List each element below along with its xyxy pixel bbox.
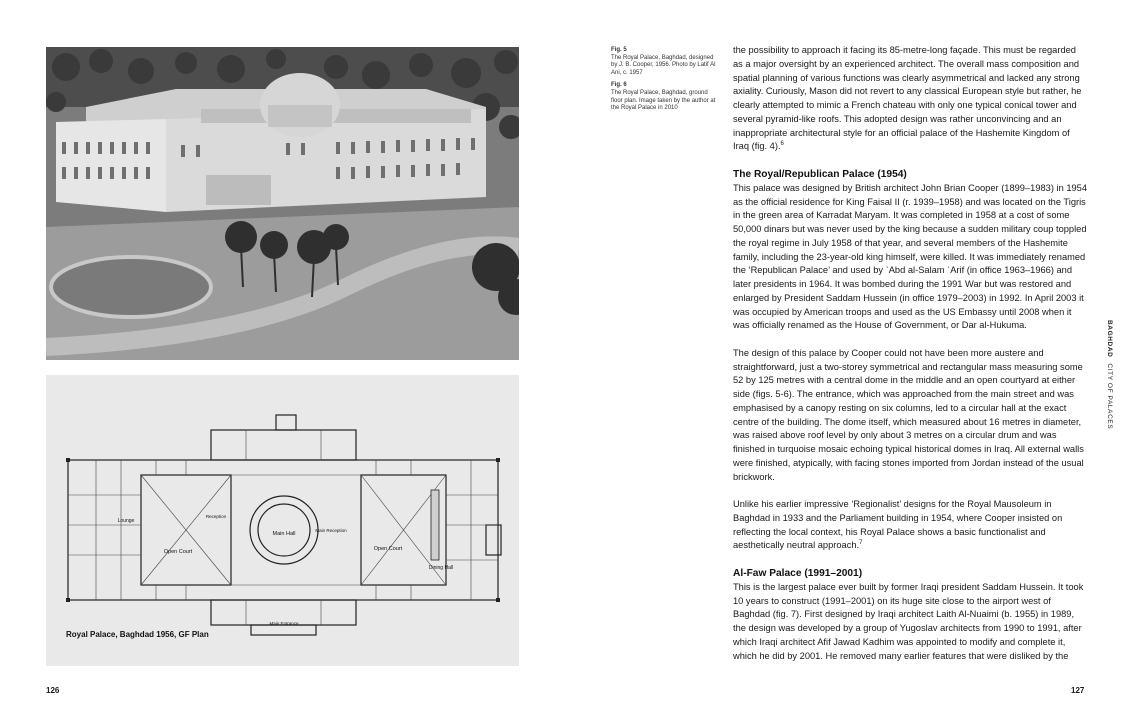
palace-photograph [46, 47, 519, 360]
paragraph-al-faw-palace: This is the largest palace ever built by former Iraqi president Saddam Hussein. It took 10 years to construct (1991–2001) on its huge site close to the airport west of Baghdad (fig. 7). First designed by Iraqi architect Laith Al-Nuaimi (b. 1955) in 1989, the design was developed by a group of Yugoslav architects from 1990 to 1991, after which Iraqi architect Afif Jawad Kadhim was appointed to modify and complete it, which he did by 2001. He removed many earlier features that were disliked by the [733, 581, 1084, 661]
section-heading-royal-palace: The Royal/Republican Palace (1954) [733, 168, 907, 180]
caption-fig-6-text: The Royal Palace, Baghdad, ground floor plan. Image taken by the author at the Royal Palace in 2010 [611, 89, 716, 112]
plan-label-reception: Reception [205, 514, 227, 519]
page-number-left: 126 [46, 686, 60, 695]
body-text-column [733, 44, 1088, 663]
running-head-city: BAGHDAD [1106, 320, 1113, 358]
page-number-right: 127 [1071, 686, 1085, 695]
footnote-ref-6: 6 [780, 141, 784, 148]
caption-fig-5 [611, 47, 719, 77]
paragraph-royal-palace-approach [733, 498, 1088, 553]
footnote-ref-7: 7 [859, 540, 863, 547]
plan-label-main-hall: Main Hall [272, 531, 296, 537]
plan-label-open-court-right: Open Court [373, 546, 403, 552]
figure-captions [611, 47, 719, 118]
caption-fig-5-text: The Royal Palace, Baghdad, designed by J. B. Cooper, 1956. Photo by Latif Al Ani, c. 1957 [611, 54, 716, 76]
palace-photo-drawing [46, 47, 519, 360]
running-head-title: CITY OF PALACES [1106, 363, 1113, 430]
plan-label-lounge: Lounge [117, 518, 135, 524]
caption-fig-6-label: Fig. 6 [611, 82, 627, 89]
floor-plan-drawing [46, 375, 519, 666]
running-head [1106, 320, 1113, 429]
section-heading-al-faw-palace: Al-Faw Palace (1991–2001) [733, 567, 863, 579]
intro-paragraph [733, 44, 1088, 154]
plan-label-main-reception: Main Reception [315, 528, 347, 533]
paragraph-royal-palace-design: The design of this palace by Cooper could not have been more austere and straightforward, just a two-storey symmetrical and rectangular mass measuring some 52 by 125 metres with a central dome in the middle and an open courtyard at either side (figs. 5-6). The entrance, which was approached from the main street and was emphasised by a canopy resting on six columns, led to a circular hall at the exact centre of the building. The dome itself, which measured about 16 metres in diameter, was raised above roof level by only about 3 metres on a circular drum and was finished in turquoise mosaic echoing typical historical domes in Iraq. All external walls were finished, atypically, with facing stones imported from Jordan instead of the usual brickwork. [733, 347, 1084, 482]
paragraph-royal-palace-approach-text: Unlike his earlier impressive ‘Regionalist’ designs for the Royal Mausoleum in Baghdad in 1933 and the Parliament building in 1954, where Cooper insisted on reflecting the local context, his Royal Palace shows a basic functionalist and aesthetically neutral approach. [733, 499, 1063, 551]
caption-fig-6 [611, 82, 719, 112]
floor-plan-figure [46, 375, 519, 666]
plan-caption: Royal Palace, Baghdad 1956, GF Plan [66, 630, 209, 639]
plan-label-open-court-left: Open Court [163, 549, 193, 555]
caption-fig-5-label: Fig. 5 [611, 47, 627, 53]
plan-label-main-entrance: Main Entrance [269, 621, 299, 626]
intro-paragraph-text: the possibility to approach it facing its 85-metre-long façade. This must be regarded as a major oversight by an experienced architect. The overall mass composition and spatial planning of various functions was clearly asymmetrical and lacked any strong axiality. Curiously, Mason did not revert to any classical European style but rather, he clearly attempted to mimic a French chateau with only one typical conical tower and several pyramid-like roofs. This adopted design was rather unconvincing and an inappropriate architectural style for an official palace of the Hashemite Kingdom of Iraq (fig. 4). [733, 45, 1082, 152]
plan-label-dining-hall: Dining Hall [428, 565, 454, 571]
paragraph-royal-palace-history: This palace was designed by British architect John Brian Cooper (1899–1983) in 1954 as the official residence for King Faisal II (r. 1939–1958) and was located on the Tigris in the green area of Karradat Maryam. It was completed in 1958 at a cost of some 50,000 dinars but was never used by the king because a sudden military coup toppled the royal regime in July 1958 of that year, and several members of the Hashemite family, including the 23-year-old king himself, were killed. It was immediately renamed the ‘Republican Palace’ and used by ʿAbd al-Salam ʿArif (in office 1963–1966) and later presidents in 1964. It was bombed during the 1991 War but was restored and enlarged by President Saddam Hussein (in office 1979–2003) in 1992. In April 2003 it was occupied by American troops and used as the US Embassy until 2008 when it was officially renamed as the House of Government, or Dar al-Hukuma. [733, 182, 1088, 331]
